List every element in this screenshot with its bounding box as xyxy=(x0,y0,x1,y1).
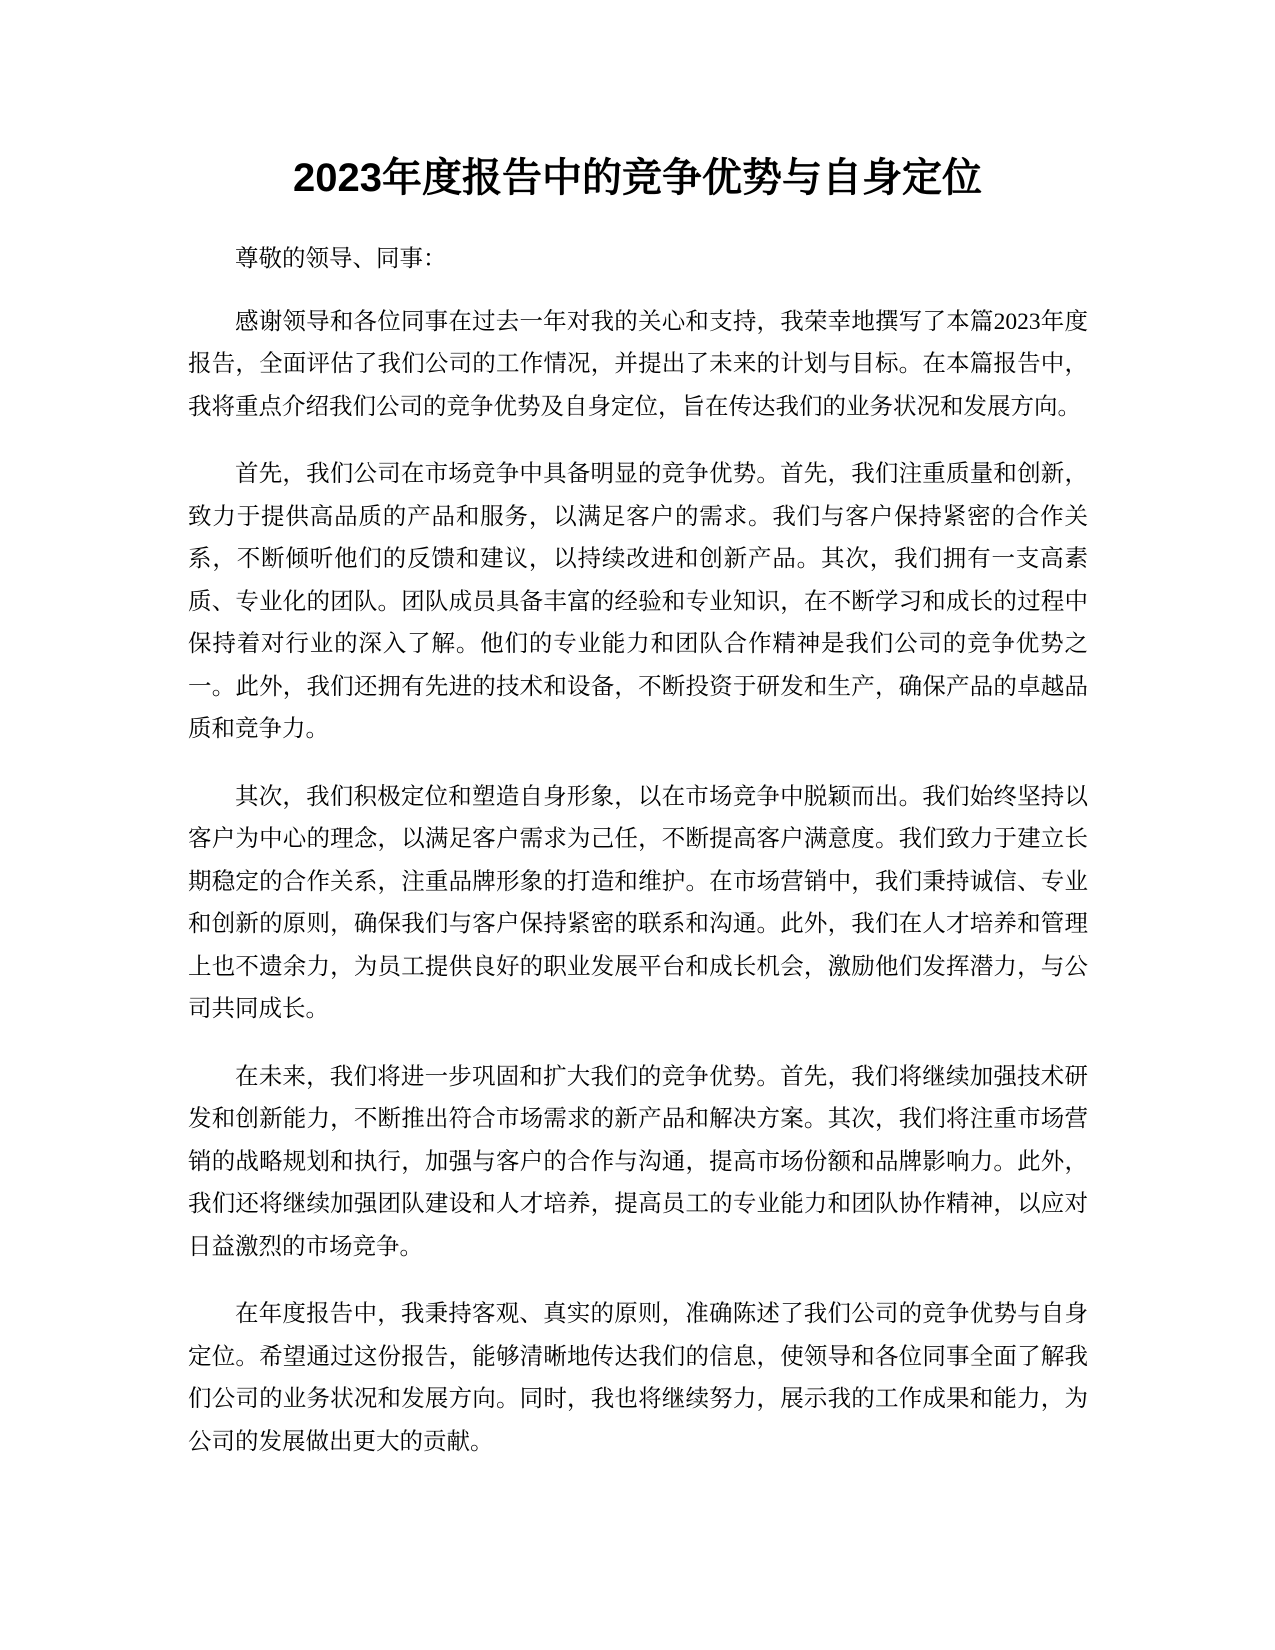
paragraph-intro: 感谢领导和各位同事在过去一年对我的关心和支持，我荣幸地撰写了本篇2023年度报告，全面评估了我们公司的工作情况，并提出了未来的计划与目标。在本篇报告中，我将重点介绍我们公司的竞争优势及自身定位，旨在传达我们的业务状况和发展方向。 xyxy=(188,308,1088,420)
paragraph-conclusion: 在年度报告中，我秉持客观、真实的原则，准确陈述了我们公司的竞争优势与自身定位。希望通过这份报告，能够清晰地传达我们的信息，使领导和各位同事全面了解我们公司的业务状况和发展方向。同时，我也将继续努力，展示我的工作成果和能力，为公司的发展做出更大的贡献。 xyxy=(188,1301,1088,1455)
greeting-line: 尊敬的领导、同事： xyxy=(235,246,447,272)
paragraph-competitive-advantage: 首先，我们公司在市场竞争中具备明显的竞争优势。首先，我们注重质量和创新，致力于提供高品质的产品和服务，以满足客户的需求。我们与客户保持紧密的合作关系，不断倾听他们的反馈和建议，以持续改进和创新产品。其次，我们拥有一支高素质、专业化的团队。团队成员具备丰富的经验和专业知识，在不断学习和成长的过程中保持着对行业的深入了解。他们的专业能力和团队合作精神是我们公司的竞争优势之一。此外，我们还拥有先进的技术和设备，不断投资于研发和生产，确保产品的卓越品质和竞争力。 xyxy=(188,461,1088,742)
paragraph-self-positioning: 其次，我们积极定位和塑造自身形象，以在市场竞争中脱颖而出。我们始终坚持以客户为中心的理念，以满足客户需求为己任，不断提高客户满意度。我们致力于建立长期稳定的合作关系，注重品牌形象的打造和维护。在市场营销中，我们秉持诚信、专业和创新的原则，确保我们与客户保持紧密的联系和沟通。此外，我们在人才培养和管理上也不遗余力，为员工提供良好的职业发展平台和成长机会，激励他们发挥潜力，与公司共同成长。 xyxy=(188,783,1088,1022)
document-body xyxy=(188,238,1088,1488)
paragraph-future-plans: 在未来，我们将进一步巩固和扩大我们的竞争优势。首先，我们将继续加强技术研发和创新能力，不断推出符合市场需求的新产品和解决方案。其次，我们将注重市场营销的战略规划和执行，加强与客户的合作与沟通，提高市场份额和品牌影响力。此外，我们还将继续加强团队建设和人才培养，提高员工的专业能力和团队协作精神，以应对日益激烈的市场竞争。 xyxy=(188,1063,1088,1260)
document-title: 2023年度报告中的竞争优势与自身定位 xyxy=(293,156,982,200)
